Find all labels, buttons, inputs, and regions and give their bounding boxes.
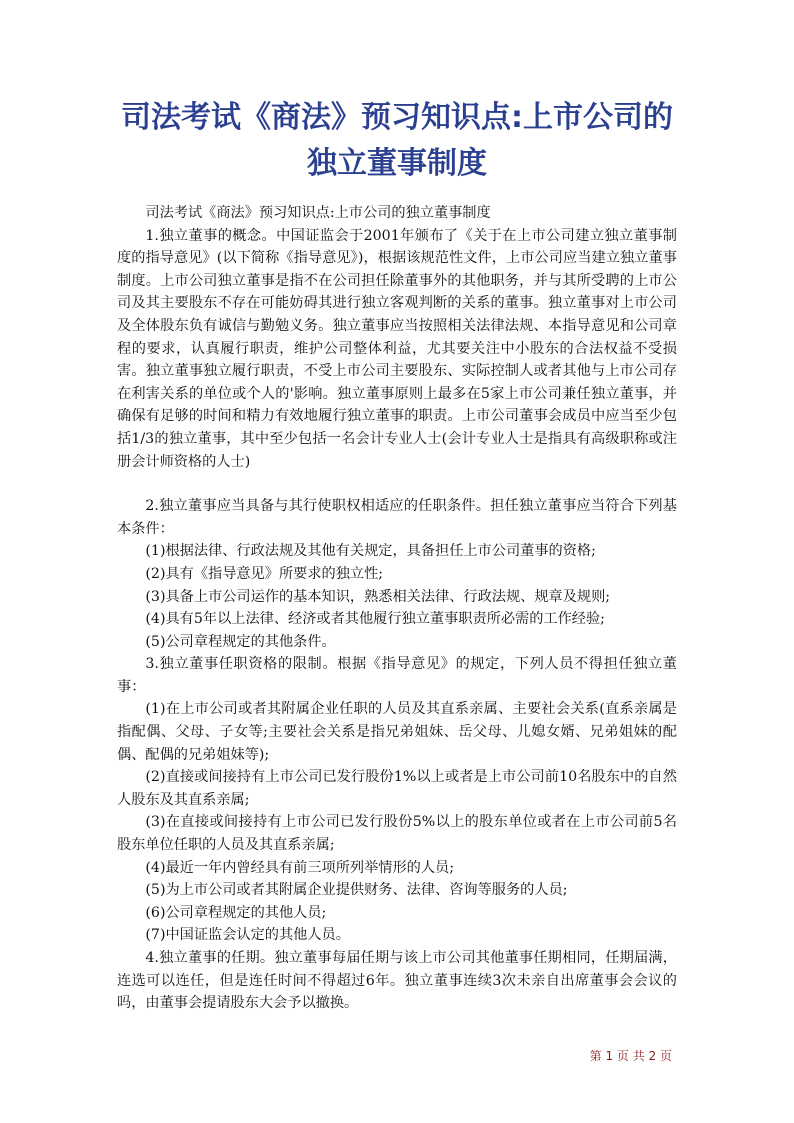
list-item: (4)最近一年内曾经具有前三项所列举情形的人员; — [145, 859, 455, 876]
title-line-2: 独立董事制度 — [307, 146, 487, 181]
list-item: (5)为上市公司或者其附属企业提供财务、法律、咨询等服务的人员; — [145, 882, 568, 899]
list-item: (3)在直接或间接持有上市公司已发行股份5%以上的股东单位或者在上市公司前5名股东单位任职的人员及其直系亲属; — [117, 814, 677, 854]
list-item: (1)根据法律、行政法规及其他有关规定，具备担任上市公司董事的资格; — [145, 543, 596, 560]
list-item: (2)直接或间接持有上市公司已发行股份1%以上或者是上市公司前10名股东中的自然人股东及其直系亲属; — [117, 769, 677, 808]
paragraph-1: 1.独立董事的概念。中国证监会于2001年颁布了《关于在上市公司建立独立董事制度的指导意见》(以下简称《指导意见》)，根据该规范性文件，上市公司应当建立独立董事制度。上市公司独立董事是指不在公司担任除董事外的其他职务，并与其所受聘的上市公司及其主要股东不存在可能妨碍其进行独立客观判断的关系的董事。独立董事对上市公司及全体股东负有诚信与勤勉义务。独立董事应当按照相关法律法规、本指导意见和公司章程的要求，认真履行职责，维护公司整体利益，尤其要关注中小股东的合法权益不受损害。独立董事独立履行职责，不受上市公司主要股东、实际控制人或者其他与上市公司存在利害关系的单位或个人的'影响。独立董事原则上最多在5家上市公司兼任独立董事，并确保有足够的时间和精力有效地履行独立董事的职责。上市公司董事会成员中应当至少包括1/3的独立董事，其中至少包括一名会计专业人士(会计专业人士是指具有高级职称或注册会计师资格的人士) — [117, 227, 677, 470]
list-item: (6)公司章程规定的其他人员; — [145, 904, 327, 921]
list-item: (5)公司章程规定的其他条件。 — [145, 633, 336, 650]
list-item: (7)中国证监会认定的其他人员。 — [145, 927, 350, 944]
paragraph-3: 3.独立董事任职资格的限制。根据《指导意见》的规定，下列人员不得担任独立董事： — [117, 656, 677, 695]
paragraph-gap — [117, 473, 677, 495]
subtitle: 司法考试《商法》预习知识点:上市公司的独立董事制度 — [145, 205, 491, 221]
page-footer: 第 1 页 共 2 页 — [589, 1049, 672, 1063]
document-body — [117, 202, 677, 1015]
paragraph-4: 4.独立董事的任期。独立董事每届任期与该上市公司其他董事任期相同，任期届满，连选可以连任，但是连任时间不得超过6年。独立董事连续3次未亲自出席董事会会议的吗，由董事会提请股东大会予以撤换。 — [117, 950, 677, 1012]
list-item: (2)具有《指导意见》所要求的独立性; — [145, 565, 384, 582]
list-item: (3)具备上市公司运作的基本知识，熟悉相关法律、行政法规、规章及规则; — [145, 588, 611, 605]
paragraph-2: 2.独立董事应当具备与其行使职权相适应的任职条件。担任独立董事应当符合下列基本条件： — [117, 498, 677, 537]
list-item: (4)具有5年以上法律、经济或者其他履行独立董事职责所必需的工作经验; — [145, 611, 605, 628]
document-title — [60, 95, 734, 187]
title-line-1: 司法考试《商法》预习知识点:上市公司的 — [121, 100, 673, 135]
list-item: (1)在上市公司或者其附属企业任职的人员及其直系亲属、主要社会关系(直系亲属是指配偶、父母、子女等;主要社会关系是指兄弟姐妹、岳父母、儿媳女婿、兄弟姐妹的配偶、配偶的兄弟姐妹等); — [117, 701, 677, 763]
